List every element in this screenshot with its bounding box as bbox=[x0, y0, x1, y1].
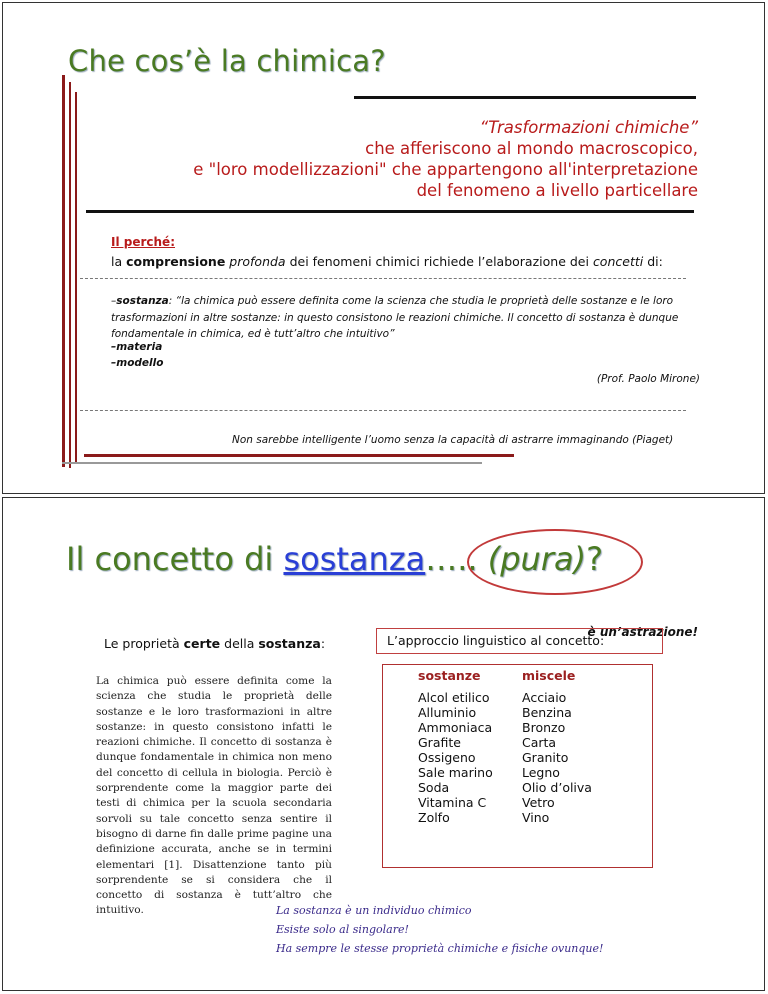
note-line: Esiste solo al singolare! bbox=[276, 923, 409, 936]
note-line: La sostanza è un individuo chimico bbox=[276, 904, 472, 917]
approccio-linguistico-box: L’approccio linguistico al concetto: bbox=[376, 628, 663, 654]
list-item: Carta bbox=[522, 735, 557, 750]
left-accent-bar-1 bbox=[62, 75, 65, 467]
sostanze-list bbox=[418, 690, 493, 825]
title2-question: ? bbox=[586, 540, 604, 578]
sostanze-header: sostanze bbox=[418, 668, 481, 683]
pura-highlight-ellipse bbox=[467, 529, 643, 595]
dashed-separator-1 bbox=[80, 278, 686, 279]
bottom-red-rule bbox=[84, 454, 514, 457]
prop-bold-1: certe bbox=[183, 636, 221, 651]
def-prefix: – bbox=[111, 295, 117, 307]
slide1-title: Che cos’è la chimica? bbox=[68, 44, 386, 78]
perche-text-1: la bbox=[111, 254, 127, 269]
list-item: Sale marino bbox=[418, 765, 493, 780]
title2-prefix: Il concetto di bbox=[66, 540, 284, 578]
perche-text-3: dei fenomeni chimici richiede l’elaborazione dei bbox=[285, 254, 593, 269]
astrazione-note: è un’astrazione! bbox=[587, 625, 698, 639]
piaget-quote: Non sarebbe intelligente l’uomo senza la capacità di astrarre immaginando (Piaget) bbox=[232, 434, 674, 446]
list-item: Alluminio bbox=[418, 705, 477, 720]
list-item: Vitamina C bbox=[418, 795, 487, 810]
list-item: Bronzo bbox=[522, 720, 566, 735]
list-item: Alcol etilico bbox=[418, 690, 490, 705]
top-rule bbox=[354, 96, 696, 99]
list-item: Zolfo bbox=[418, 810, 450, 825]
prop-text-3: : bbox=[320, 636, 326, 651]
list-item: Vetro bbox=[522, 795, 555, 810]
list-item: Ossigeno bbox=[418, 750, 476, 765]
quote-line-1: “Trasformazioni chimiche” bbox=[479, 118, 698, 137]
prop-text-1: Le proprietà bbox=[104, 636, 184, 651]
def-term: sostanza bbox=[116, 295, 169, 307]
list-item: Acciaio bbox=[522, 690, 567, 705]
list-item: Granito bbox=[522, 750, 569, 765]
miscele-list bbox=[522, 690, 592, 825]
quote-line-2: che afferiscono al mondo macroscopico, bbox=[365, 139, 698, 158]
sostanza-notes bbox=[276, 901, 603, 958]
list-item: Soda bbox=[418, 780, 450, 795]
list-item: Ammoniaca bbox=[418, 720, 493, 735]
quote-bottom-rule bbox=[86, 210, 694, 213]
author-credit: (Prof. Paolo Mirone) bbox=[596, 373, 700, 385]
title2-pura: (pura) bbox=[487, 540, 587, 578]
list-item: Benzina bbox=[522, 705, 572, 720]
textbook-excerpt: La chimica può essere definita come la scienza che studia le proprietà delle sostanze e le loro trasformazioni in altre sostanze: in questo consistono infatti le reazioni chimiche. Il concetto di sostanza è dunque fondamentale in chimica non meno del concetto di cellula in biologia. Perciò è sorprendente come la maggior parte dei testi di chimica per la scuola secondaria sorvoli su tale concetto senza sentire il bisogno di darne fin dalle prime pagine una definizione accurata, anche se in termini elementari [1]. Disattenzione tanto più sorprendente se si considera che il concetto di sostanza è tutt’altro che intuitivo. bbox=[96, 675, 332, 917]
item-materia: –materia bbox=[111, 341, 163, 353]
bottom-gray-rule bbox=[62, 462, 482, 464]
perche-text bbox=[111, 254, 663, 269]
perche-italic-2: concetti bbox=[592, 254, 644, 269]
dashed-separator-2 bbox=[80, 410, 686, 411]
quote-line-3: e "loro modellizzazioni" che appartengono all'interpretazione bbox=[193, 160, 698, 179]
quote-line-4: del fenomeno a livello particellare bbox=[416, 181, 698, 200]
list-item: Vino bbox=[522, 810, 550, 825]
proprieta-label bbox=[104, 636, 325, 651]
chemistry-definition-quote bbox=[193, 117, 698, 201]
perche-text-4: di: bbox=[643, 254, 663, 269]
left-accent-bar-2 bbox=[69, 82, 71, 468]
def-text: : “la chimica può essere definita come la scienza che studia le proprietà delle sostanze e le loro trasformazioni in altre sostanze: in questo consistono le reazioni chimiche. Il concetto di sostanza è dunque fondamentale in chimica, ed è tutt’altro che intuitivo” bbox=[111, 295, 679, 340]
prop-text-2: della bbox=[220, 636, 259, 651]
sostanza-definition bbox=[111, 293, 701, 343]
list-item: Olio d’oliva bbox=[522, 780, 592, 795]
miscele-header: miscele bbox=[522, 668, 576, 683]
prop-bold-2: sostanza bbox=[258, 636, 321, 651]
list-item: Grafite bbox=[418, 735, 461, 750]
perche-italic-1: profonda bbox=[229, 254, 286, 269]
item-modello: –modello bbox=[111, 357, 164, 369]
perche-bold: comprensione bbox=[126, 254, 226, 269]
sostanza-link[interactable]: sostanza bbox=[283, 540, 426, 578]
note-line: Ha sempre le stesse proprietà chimiche e fisiche ovunque! bbox=[276, 942, 604, 955]
list-item: Legno bbox=[522, 765, 560, 780]
left-accent-bar-3 bbox=[75, 92, 77, 464]
perche-heading: Il perché: bbox=[111, 235, 175, 249]
title2-dots: ….. bbox=[425, 540, 478, 578]
